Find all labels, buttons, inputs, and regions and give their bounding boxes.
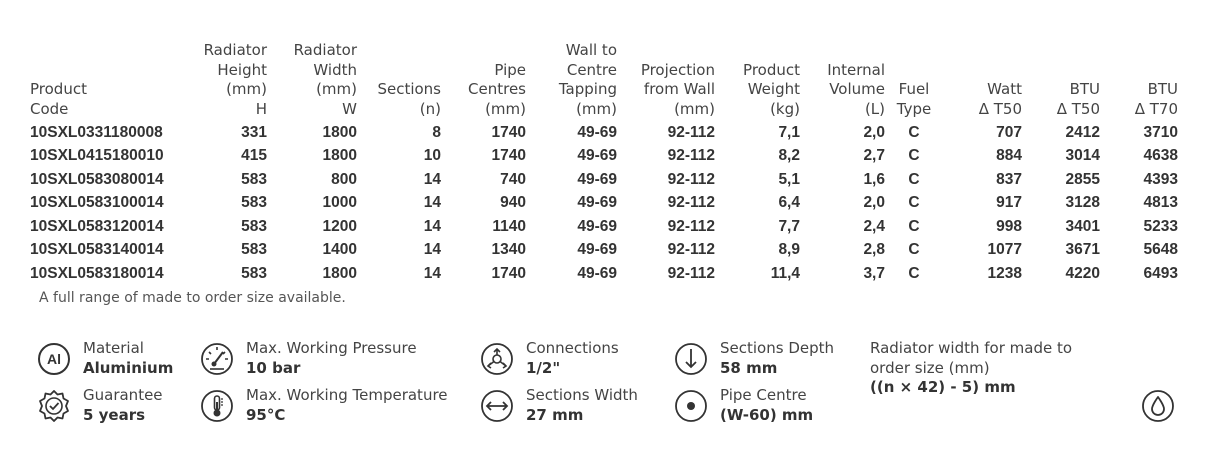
table-cell: 8: [432, 123, 441, 141]
table-body: [30, 121, 1178, 286]
water-drop-icon: [1141, 389, 1175, 423]
guarantee-badge-icon: [37, 389, 71, 423]
custom-size-line1: Radiator width for made to: [870, 339, 1073, 357]
connections-value: 1/2": [526, 358, 561, 377]
table-cell: 7,7: [778, 217, 800, 235]
guarantee-feature: [37, 386, 163, 425]
table-cell: 2,4: [863, 217, 885, 235]
pressure-value: 10 bar: [246, 358, 301, 377]
table-cell: 92-112: [667, 147, 715, 165]
table-cell: 583: [241, 217, 267, 235]
table-cell: 5,1: [778, 170, 800, 188]
table-cell: 8,9: [778, 241, 800, 259]
table-cell: 884: [996, 147, 1022, 165]
column-header-line: (kg): [770, 99, 800, 118]
column-header: [800, 41, 885, 121]
table-cell: 331: [241, 123, 267, 141]
table-cell: 49-69: [577, 194, 617, 212]
table-cell: 92-112: [667, 123, 715, 141]
table-cell: 3710: [1143, 123, 1178, 141]
table-row: [30, 168, 1178, 192]
column-header: [187, 41, 267, 121]
table-cell: 10: [423, 147, 441, 165]
table-cell: 1800: [322, 123, 357, 141]
column-header-line: H: [255, 99, 267, 118]
table-cell: 1340: [491, 241, 526, 259]
sections-depth-feature: [674, 339, 834, 378]
table-cell: 92-112: [667, 264, 715, 282]
pipe-centre-feature: [674, 386, 813, 425]
pipe-centre-value: (W-60) mm: [720, 405, 814, 424]
down-arrow-icon: [674, 342, 708, 376]
table-cell: 49-69: [577, 147, 617, 165]
table-cell: 6,4: [778, 194, 800, 212]
column-header-line: (L): [864, 99, 885, 118]
column-header-line: Height: [217, 60, 267, 79]
column-header-line: (mm): [485, 99, 526, 118]
temperature-feature: [200, 386, 448, 425]
table-cell: 2855: [1065, 170, 1100, 188]
table-cell: 14: [423, 170, 441, 188]
table-cell: 1238: [987, 264, 1022, 282]
pipe-centre-label: Pipe Centre: [720, 386, 807, 404]
table-cell: 4638: [1143, 147, 1178, 165]
sections-depth-value: 58 mm: [720, 358, 778, 377]
table-cell: 1,6: [863, 170, 885, 188]
column-header-line: Fuel: [898, 80, 930, 98]
pressure-gauge-icon: [200, 342, 234, 376]
product-code-cell: 10SXL0415180010: [30, 147, 164, 165]
column-header-line: Δ T50: [978, 99, 1022, 118]
table-cell: 2412: [1065, 123, 1100, 141]
column-header: [1022, 41, 1100, 121]
table-cell: 4393: [1143, 170, 1178, 188]
center-dot-icon: [674, 389, 708, 423]
column-header-line: W: [342, 99, 357, 118]
aluminium-al-icon: [37, 342, 71, 376]
column-header: [1100, 41, 1178, 121]
product-code-cell: 10SXL0583180014: [30, 264, 164, 282]
product-code-cell: 10SXL0583080014: [30, 170, 164, 188]
column-header-line: (mm): [226, 80, 267, 98]
column-header-line: Radiator: [203, 41, 267, 59]
custom-size-formula: ((n × 42) - 5) mm: [870, 378, 1016, 396]
material-feature: [37, 339, 173, 378]
column-header: [526, 41, 617, 121]
spec-table: [30, 41, 1178, 286]
table-cell: 4813: [1143, 194, 1178, 212]
column-header-line: Watt: [987, 80, 1022, 98]
product-code-cell: 10SXL0583120014: [30, 217, 164, 235]
table-cell: 11,4: [770, 264, 800, 282]
table-cell: 5233: [1143, 217, 1178, 235]
table-cell: 92-112: [667, 241, 715, 259]
table-cell: 583: [241, 170, 267, 188]
table-cell: 2,8: [863, 241, 885, 259]
table-cell: 1200: [322, 217, 357, 235]
temperature-label: Max. Working Temperature: [246, 386, 448, 404]
table-cell: 7,1: [778, 123, 800, 141]
table-cell: 1800: [322, 147, 357, 165]
thermometer-icon: [200, 389, 234, 423]
column-header-line: Volume: [829, 80, 885, 98]
made-to-order-note: A full range of made to order size available.: [39, 290, 346, 306]
column-header-line: Internal: [827, 60, 885, 79]
table-cell: 707: [996, 123, 1022, 141]
table-cell: 3128: [1065, 194, 1100, 212]
table-row: [30, 145, 1178, 169]
table-cell: 49-69: [577, 241, 617, 259]
table-cell: 6493: [1143, 264, 1178, 282]
column-header: [617, 41, 715, 121]
pressure-feature: [200, 339, 417, 378]
guarantee-label: Guarantee: [83, 386, 163, 404]
column-header-line: Product: [743, 60, 800, 79]
table-cell: 49-69: [577, 170, 617, 188]
table-cell: 917: [996, 194, 1022, 212]
table-cell: 740: [500, 170, 526, 188]
table-cell: 1000: [322, 194, 357, 212]
table-cell: 1740: [491, 264, 526, 282]
table-cell: C: [908, 123, 920, 141]
column-header-line: Wall to: [565, 41, 617, 59]
column-header: [357, 41, 441, 121]
table-cell: 2,0: [863, 123, 885, 141]
sections-width-feature: [480, 386, 638, 425]
column-header: [267, 41, 357, 121]
table-cell: 940: [500, 194, 526, 212]
column-header-line: Radiator: [293, 41, 357, 59]
table-cell: C: [908, 147, 920, 165]
table-cell: 14: [423, 217, 441, 235]
guarantee-value: 5 years: [83, 405, 146, 424]
table-row: [30, 215, 1178, 239]
product-code-cell: 10SXL0583100014: [30, 194, 164, 212]
column-header: [441, 41, 526, 121]
table-row: [30, 239, 1178, 263]
table-cell: 1400: [322, 241, 357, 259]
column-header-line: BTU: [1147, 80, 1178, 98]
pipe-connection-icon: [480, 342, 514, 376]
table-cell: 8,2: [778, 147, 800, 165]
sections-width-value: 27 mm: [526, 405, 584, 424]
material-label: Material: [83, 339, 144, 357]
table-cell: 92-112: [667, 194, 715, 212]
table-cell: C: [908, 241, 920, 259]
material-value: Aluminium: [83, 358, 174, 377]
connections-label: Connections: [526, 339, 619, 357]
al-icon-text: Al: [47, 350, 61, 367]
table-header: [30, 41, 1178, 121]
table-row: [30, 192, 1178, 216]
column-header: [885, 41, 943, 121]
column-header-line: Δ T70: [1134, 99, 1178, 118]
column-header-line: Pipe: [494, 60, 526, 79]
column-header-line: (mm): [316, 80, 357, 98]
column-header-line: (mm): [674, 99, 715, 118]
table-cell: 583: [241, 194, 267, 212]
table-cell: 3401: [1065, 217, 1100, 235]
column-header-line: Code: [30, 99, 69, 118]
column-header-line: Type: [896, 99, 932, 118]
custom-size-info: [870, 339, 1072, 398]
table-cell: 4220: [1065, 264, 1100, 282]
table-cell: 1140: [492, 217, 526, 235]
table-cell: 3,7: [863, 264, 885, 282]
table-cell: 583: [241, 264, 267, 282]
temperature-value: 95°C: [246, 405, 286, 424]
table-cell: 1740: [491, 147, 526, 165]
table-row: [30, 262, 1178, 286]
table-cell: 1077: [987, 241, 1022, 259]
column-header-line: BTU: [1069, 80, 1100, 98]
table-cell: 2,7: [863, 147, 885, 165]
column-header: [715, 41, 800, 121]
column-header-line: from Wall: [643, 80, 715, 98]
column-header-line: Δ T50: [1056, 99, 1100, 118]
column-header-line: (mm): [576, 99, 617, 118]
connections-feature: [480, 339, 619, 378]
custom-size-line2: order size (mm): [870, 358, 990, 377]
table-cell: 998: [996, 217, 1022, 235]
column-header-line: Centres: [468, 80, 526, 98]
table-cell: 92-112: [667, 170, 715, 188]
table-cell: 3671: [1065, 241, 1100, 259]
table-cell: 14: [423, 264, 441, 282]
table-cell: 49-69: [577, 264, 617, 282]
table-cell: 800: [331, 170, 357, 188]
column-header-line: Tapping: [558, 80, 617, 98]
column-header: [943, 41, 1022, 121]
table-cell: 1740: [491, 123, 526, 141]
table-cell: 14: [423, 194, 441, 212]
table-cell: 49-69: [577, 123, 617, 141]
table-cell: 1800: [322, 264, 357, 282]
table-cell: C: [908, 170, 920, 188]
table-cell: 14: [423, 241, 441, 259]
table-cell: 49-69: [577, 217, 617, 235]
table-cell: C: [908, 194, 920, 212]
table-cell: 3014: [1065, 147, 1100, 165]
column-header-line: (n): [419, 99, 441, 118]
product-code-cell: 10SXL0583140014: [30, 241, 164, 259]
column-header-line: Centre: [566, 60, 617, 79]
column-header-line: Sections: [377, 80, 441, 98]
product-code-cell: 10SXL0331180008: [30, 123, 163, 141]
table-cell: 583: [241, 241, 267, 259]
pressure-label: Max. Working Pressure: [246, 339, 417, 357]
sections-width-label: Sections Width: [526, 386, 638, 404]
column-header-line: Width: [313, 60, 357, 79]
column-header-line: Weight: [747, 80, 800, 98]
table-cell: 5648: [1143, 241, 1178, 259]
table-cell: C: [908, 264, 920, 282]
table-cell: 837: [996, 170, 1022, 188]
table-cell: 92-112: [667, 217, 715, 235]
sections-depth-label: Sections Depth: [720, 339, 835, 357]
column-header-line: Product: [30, 80, 87, 98]
table-cell: 2,0: [863, 194, 885, 212]
table-row: [30, 121, 1178, 145]
column-header: [30, 41, 187, 121]
table-cell: C: [908, 217, 920, 235]
horizontal-arrows-icon: [480, 389, 514, 423]
table-cell: 415: [241, 147, 267, 165]
column-header-line: Projection: [640, 60, 715, 79]
